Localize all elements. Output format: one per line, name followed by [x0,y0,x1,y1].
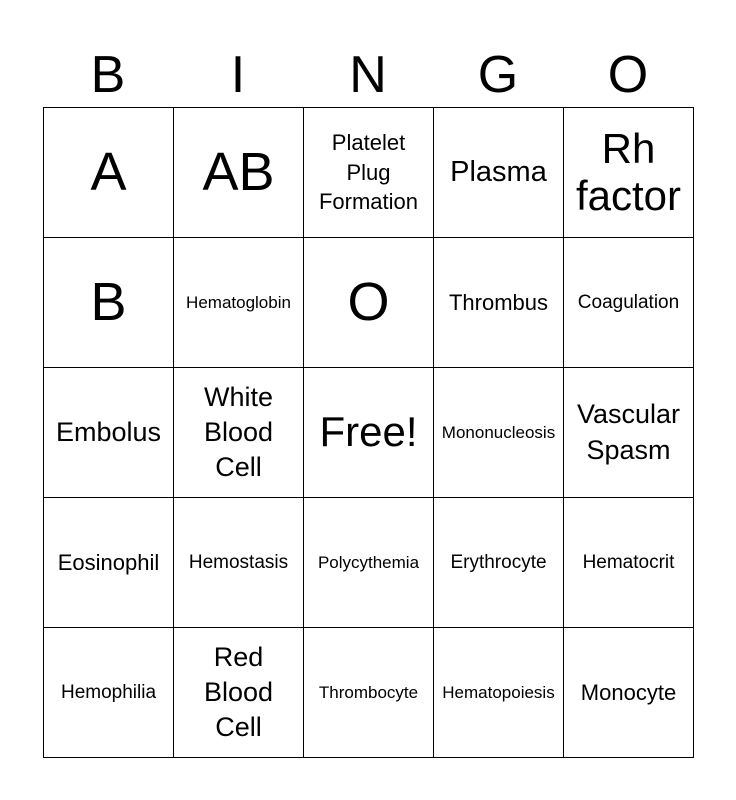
bingo-cell[interactable]: Mononucleosis [434,368,564,498]
bingo-cell[interactable]: Rh factor [564,108,694,238]
bingo-cell[interactable]: White Blood Cell [174,368,304,498]
bingo-cell[interactable]: AB [174,108,304,238]
header-letter-o: O [607,46,649,104]
bingo-cell[interactable]: Plasma [434,108,564,238]
bingo-cell[interactable]: Vascular Spasm [564,368,694,498]
bingo-cell[interactable]: Thrombus [434,238,564,368]
bingo-cell[interactable]: Coagulation [564,238,694,368]
bingo-cell[interactable]: B [44,238,174,368]
bingo-cell[interactable]: Hemostasis [174,498,304,628]
header-letter-b: B [90,46,126,104]
bingo-cell[interactable]: A [44,108,174,238]
bingo-cell[interactable]: Erythrocyte [434,498,564,628]
bingo-cell[interactable]: Hematoglobin [174,238,304,368]
header-letter-n: N [349,46,387,104]
bingo-cell[interactable]: Monocyte [564,628,694,758]
header-letter-g: G [477,46,519,104]
bingo-cell[interactable]: Thrombocyte [304,628,434,758]
bingo-cell[interactable]: Platelet Plug Formation [304,108,434,238]
free-space-cell[interactable]: Free! [304,368,434,498]
bingo-cell[interactable]: Embolus [44,368,174,498]
bingo-cell[interactable]: Red Blood Cell [174,628,304,758]
bingo-cell[interactable]: O [304,238,434,368]
bingo-cell[interactable]: Hemophilia [44,628,174,758]
header-letter-i: I [230,46,246,104]
bingo-header [43,44,693,106]
bingo-cell[interactable]: Hematopoiesis [434,628,564,758]
bingo-cell[interactable]: Eosinophil [44,498,174,628]
bingo-cell[interactable]: Polycythemia [304,498,434,628]
bingo-board [43,107,694,758]
bingo-cell[interactable]: Hematocrit [564,498,694,628]
